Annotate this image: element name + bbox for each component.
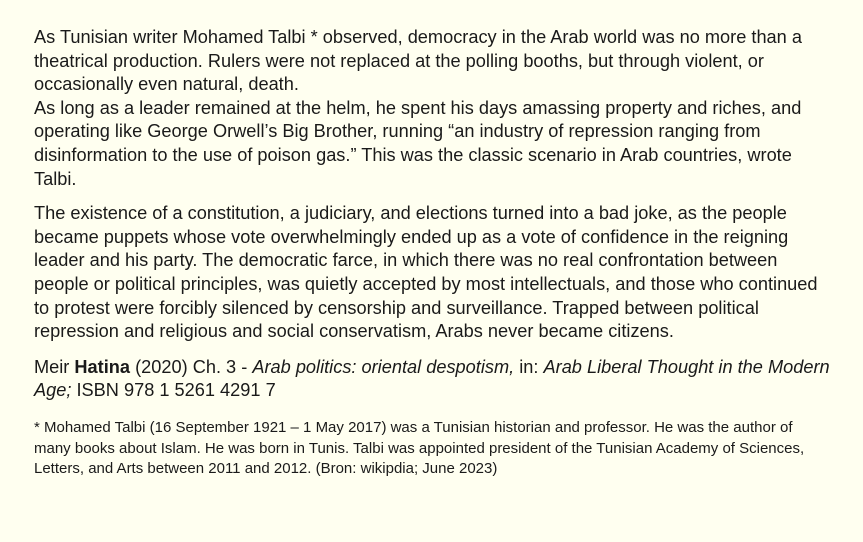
citation-year-chapter: (2020) Ch. 3 -: [130, 356, 253, 377]
citation-book-title: Arab Liberal Thought in the Modern Age;: [34, 356, 830, 401]
citation-chapter-title: Arab politics: oriental despotism,: [252, 356, 515, 377]
citation-author-last: Hatina: [74, 356, 131, 377]
citation-author-first: Meir: [34, 356, 75, 377]
talbi-footnote: * Mohamed Talbi (16 September 1921 – 1 May 2017) was a Tunisian historian and professor. He was the author of many books about Islam. He was born in Tunis. Talbi was appointed president of the Tunisian Academy of Sciences, Letters, and Arts between 2011 and 2012. (Bron: wikipdia; June 2023): [34, 418, 805, 478]
source-citation: [34, 356, 833, 403]
citation-isbn: ISBN 978 1 5261 4291 7: [71, 380, 276, 401]
big-brother-paragraph: As long as a leader remained at the helm, he spent his days amassing property and riches, and operating like George Orwell’s Big Brother, running “an industry of repression ranging from disinformation to the use of poison gas.” This was the classic scenario in Arab countries, wrote Talbi.: [34, 97, 802, 189]
democratic-farce-paragraph: The existence of a constitution, a judiciary, and elections turned into a bad joke, as the people became puppets whose vote overwhelmingly ended up as a vote of confidence in the reigning leader and his party. The democratic farce, in which there was no real confrontation between people or political principles, was quietly accepted by most intellectuals, and those who continued to protest were forcibly silenced by censorship and surveillance. Trapped between political repression and religious and social conservatism, Arabs never became citizens.: [34, 203, 818, 342]
citation-in-label: in:: [514, 356, 544, 377]
intro-paragraph: As Tunisian writer Mohamed Talbi * observed, democracy in the Arab world was no more than a theatrical production. Rulers were not replaced at the polling booths, but through violent, or occasionally even natural, death.: [34, 27, 802, 95]
